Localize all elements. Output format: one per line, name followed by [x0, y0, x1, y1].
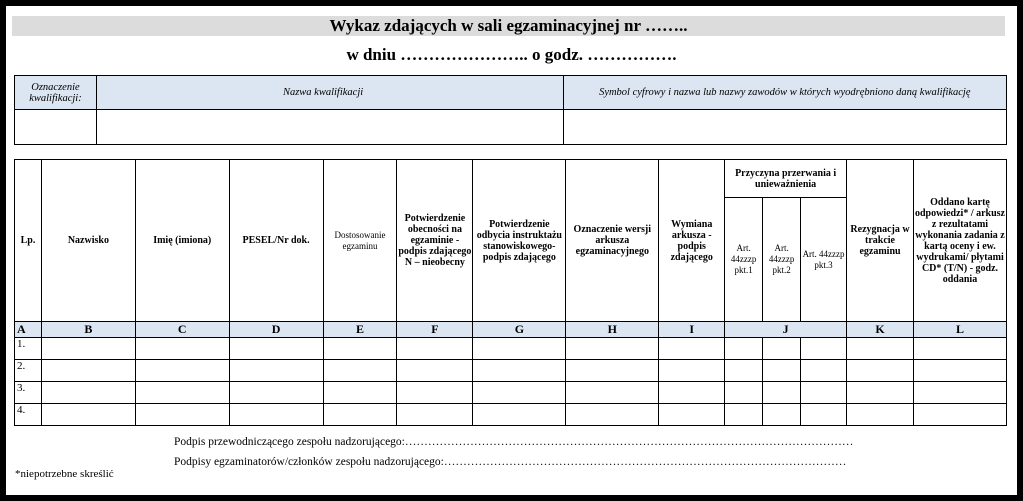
table-cell[interactable] [566, 404, 659, 426]
profession-symbol-cell[interactable] [563, 110, 1006, 145]
table-cell[interactable] [659, 404, 725, 426]
table-cell[interactable] [566, 338, 659, 360]
table-cell[interactable] [323, 360, 397, 382]
qualification-code-cell[interactable] [15, 110, 97, 145]
table-cell[interactable] [801, 404, 847, 426]
table-cell[interactable] [725, 382, 763, 404]
table-cell[interactable] [763, 338, 801, 360]
table-cell[interactable] [41, 404, 135, 426]
row-number: 3. [15, 382, 42, 404]
adaptation-header: Dostosowanie egzaminu [323, 160, 397, 322]
qualification-name-header: Nazwa kwalifikacji [96, 76, 563, 110]
table-row [15, 404, 1007, 426]
sheet-exchange-header: Wymiana arkusza - podpis zdającego [659, 160, 725, 322]
table-cell[interactable] [847, 338, 914, 360]
instruction-header: Potwierdzenie odbycia instruktażu stanowiskowego- podpis zdającego [473, 160, 566, 322]
table-cell[interactable] [659, 382, 725, 404]
table-cell[interactable] [473, 360, 566, 382]
table-cell[interactable] [801, 382, 847, 404]
column-letters-row [15, 322, 1007, 338]
table-cell[interactable] [323, 382, 397, 404]
table-cell[interactable] [913, 338, 1006, 360]
qualification-table [14, 75, 1007, 145]
column-letter-i: I [659, 322, 725, 338]
table-cell[interactable] [397, 404, 473, 426]
table-cell[interactable] [473, 382, 566, 404]
row-number: 4. [15, 404, 42, 426]
table-cell[interactable] [41, 382, 135, 404]
table-row [15, 338, 1007, 360]
table-cell[interactable] [913, 404, 1006, 426]
form-sheet [6, 6, 1017, 495]
table-cell[interactable] [725, 338, 763, 360]
table-cell[interactable] [801, 360, 847, 382]
table-cell[interactable] [659, 360, 725, 382]
table-cell[interactable] [725, 360, 763, 382]
row-number: 2. [15, 360, 42, 382]
qualification-code-header: Oznaczenie kwalifikacji: [15, 76, 97, 110]
table-cell[interactable] [397, 338, 473, 360]
column-letter-f: F [397, 322, 473, 338]
table-cell[interactable] [323, 404, 397, 426]
table-cell[interactable] [41, 338, 135, 360]
examiners-signature-line: Podpisy egzaminatorów/członków zespołu nadzorującego:…………………………………………………………………………………………… [174, 456, 847, 468]
table-cell[interactable] [763, 382, 801, 404]
table-cell[interactable] [229, 360, 323, 382]
table-cell[interactable] [397, 382, 473, 404]
table-cell[interactable] [323, 338, 397, 360]
table-cell[interactable] [229, 382, 323, 404]
form-subtitle: w dniu ………………….. o godz. ……………. [346, 45, 677, 64]
column-letter-l: L [913, 322, 1006, 338]
table-cell[interactable] [229, 338, 323, 360]
sheet-version-header: Oznaczenie wersji arkusza egzaminacyjnego [566, 160, 659, 322]
table-cell[interactable] [763, 360, 801, 382]
profession-symbol-header: Symbol cyfrowy i nazwa lub nazwy zawodów w których wyodrębniono daną kwalifikację [563, 76, 1006, 110]
resignation-header: Rezygnacja w trakcie egzaminu [847, 160, 914, 322]
art-pkt2-header: Art. 44zzzp pkt.2 [763, 198, 801, 322]
table-cell[interactable] [135, 360, 229, 382]
column-letter-k: K [847, 322, 914, 338]
lp-header: Lp. [15, 160, 42, 322]
table-cell[interactable] [913, 382, 1006, 404]
examinees-table [14, 159, 1007, 426]
column-letter-c: C [135, 322, 229, 338]
submission-header: Oddano kartę odpowiedzi* / arkusz z rezultatami wykonania zadania z kartą oceny i ew. wydrukami/ płytami CD* (T/N) - godz. oddania [913, 160, 1006, 322]
column-letter-j: J [725, 322, 847, 338]
form-title: Wykaz zdających w sali egzaminacyjnej nr …….. [12, 16, 1005, 36]
column-letter-h: H [566, 322, 659, 338]
table-cell[interactable] [763, 404, 801, 426]
first-name-header: Imię (imiona) [135, 160, 229, 322]
table-cell[interactable] [566, 382, 659, 404]
table-cell[interactable] [847, 360, 914, 382]
qualification-name-cell[interactable] [96, 110, 563, 145]
table-cell[interactable] [725, 404, 763, 426]
table-cell[interactable] [566, 360, 659, 382]
table-cell[interactable] [659, 338, 725, 360]
table-cell[interactable] [473, 404, 566, 426]
table-cell[interactable] [473, 338, 566, 360]
table-cell[interactable] [397, 360, 473, 382]
pesel-header: PESEL/Nr dok. [229, 160, 323, 322]
attendance-header: Potwierdzenie obecności na egzaminie - podpis zdającego N – nieobecny [397, 160, 473, 322]
column-letter-b: B [41, 322, 135, 338]
table-cell[interactable] [913, 360, 1006, 382]
table-cell[interactable] [229, 404, 323, 426]
row-number: 1. [15, 338, 42, 360]
surname-header: Nazwisko [41, 160, 135, 322]
table-row [15, 382, 1007, 404]
table-cell[interactable] [135, 338, 229, 360]
art-pkt3-header: Art. 44zzzp pkt.3 [801, 198, 847, 322]
art-pkt1-header: Art. 44zzzp pkt.1 [725, 198, 763, 322]
column-letter-d: D [229, 322, 323, 338]
table-cell[interactable] [41, 360, 135, 382]
table-cell[interactable] [847, 382, 914, 404]
column-letter-a: A [15, 322, 42, 338]
column-letter-g: G [473, 322, 566, 338]
table-cell[interactable] [135, 404, 229, 426]
table-cell[interactable] [135, 382, 229, 404]
footnote: *niepotrzebne skreślić [15, 468, 114, 480]
column-letter-e: E [323, 322, 397, 338]
table-cell[interactable] [801, 338, 847, 360]
table-cell[interactable] [847, 404, 914, 426]
table-row [15, 360, 1007, 382]
interruption-reason-header: Przyczyna przerwania i unieważnienia [725, 160, 847, 198]
chair-signature-line: Podpis przewodniczącego zespołu nadzorującego:……………………………………………………………………………………………………… [174, 436, 854, 448]
